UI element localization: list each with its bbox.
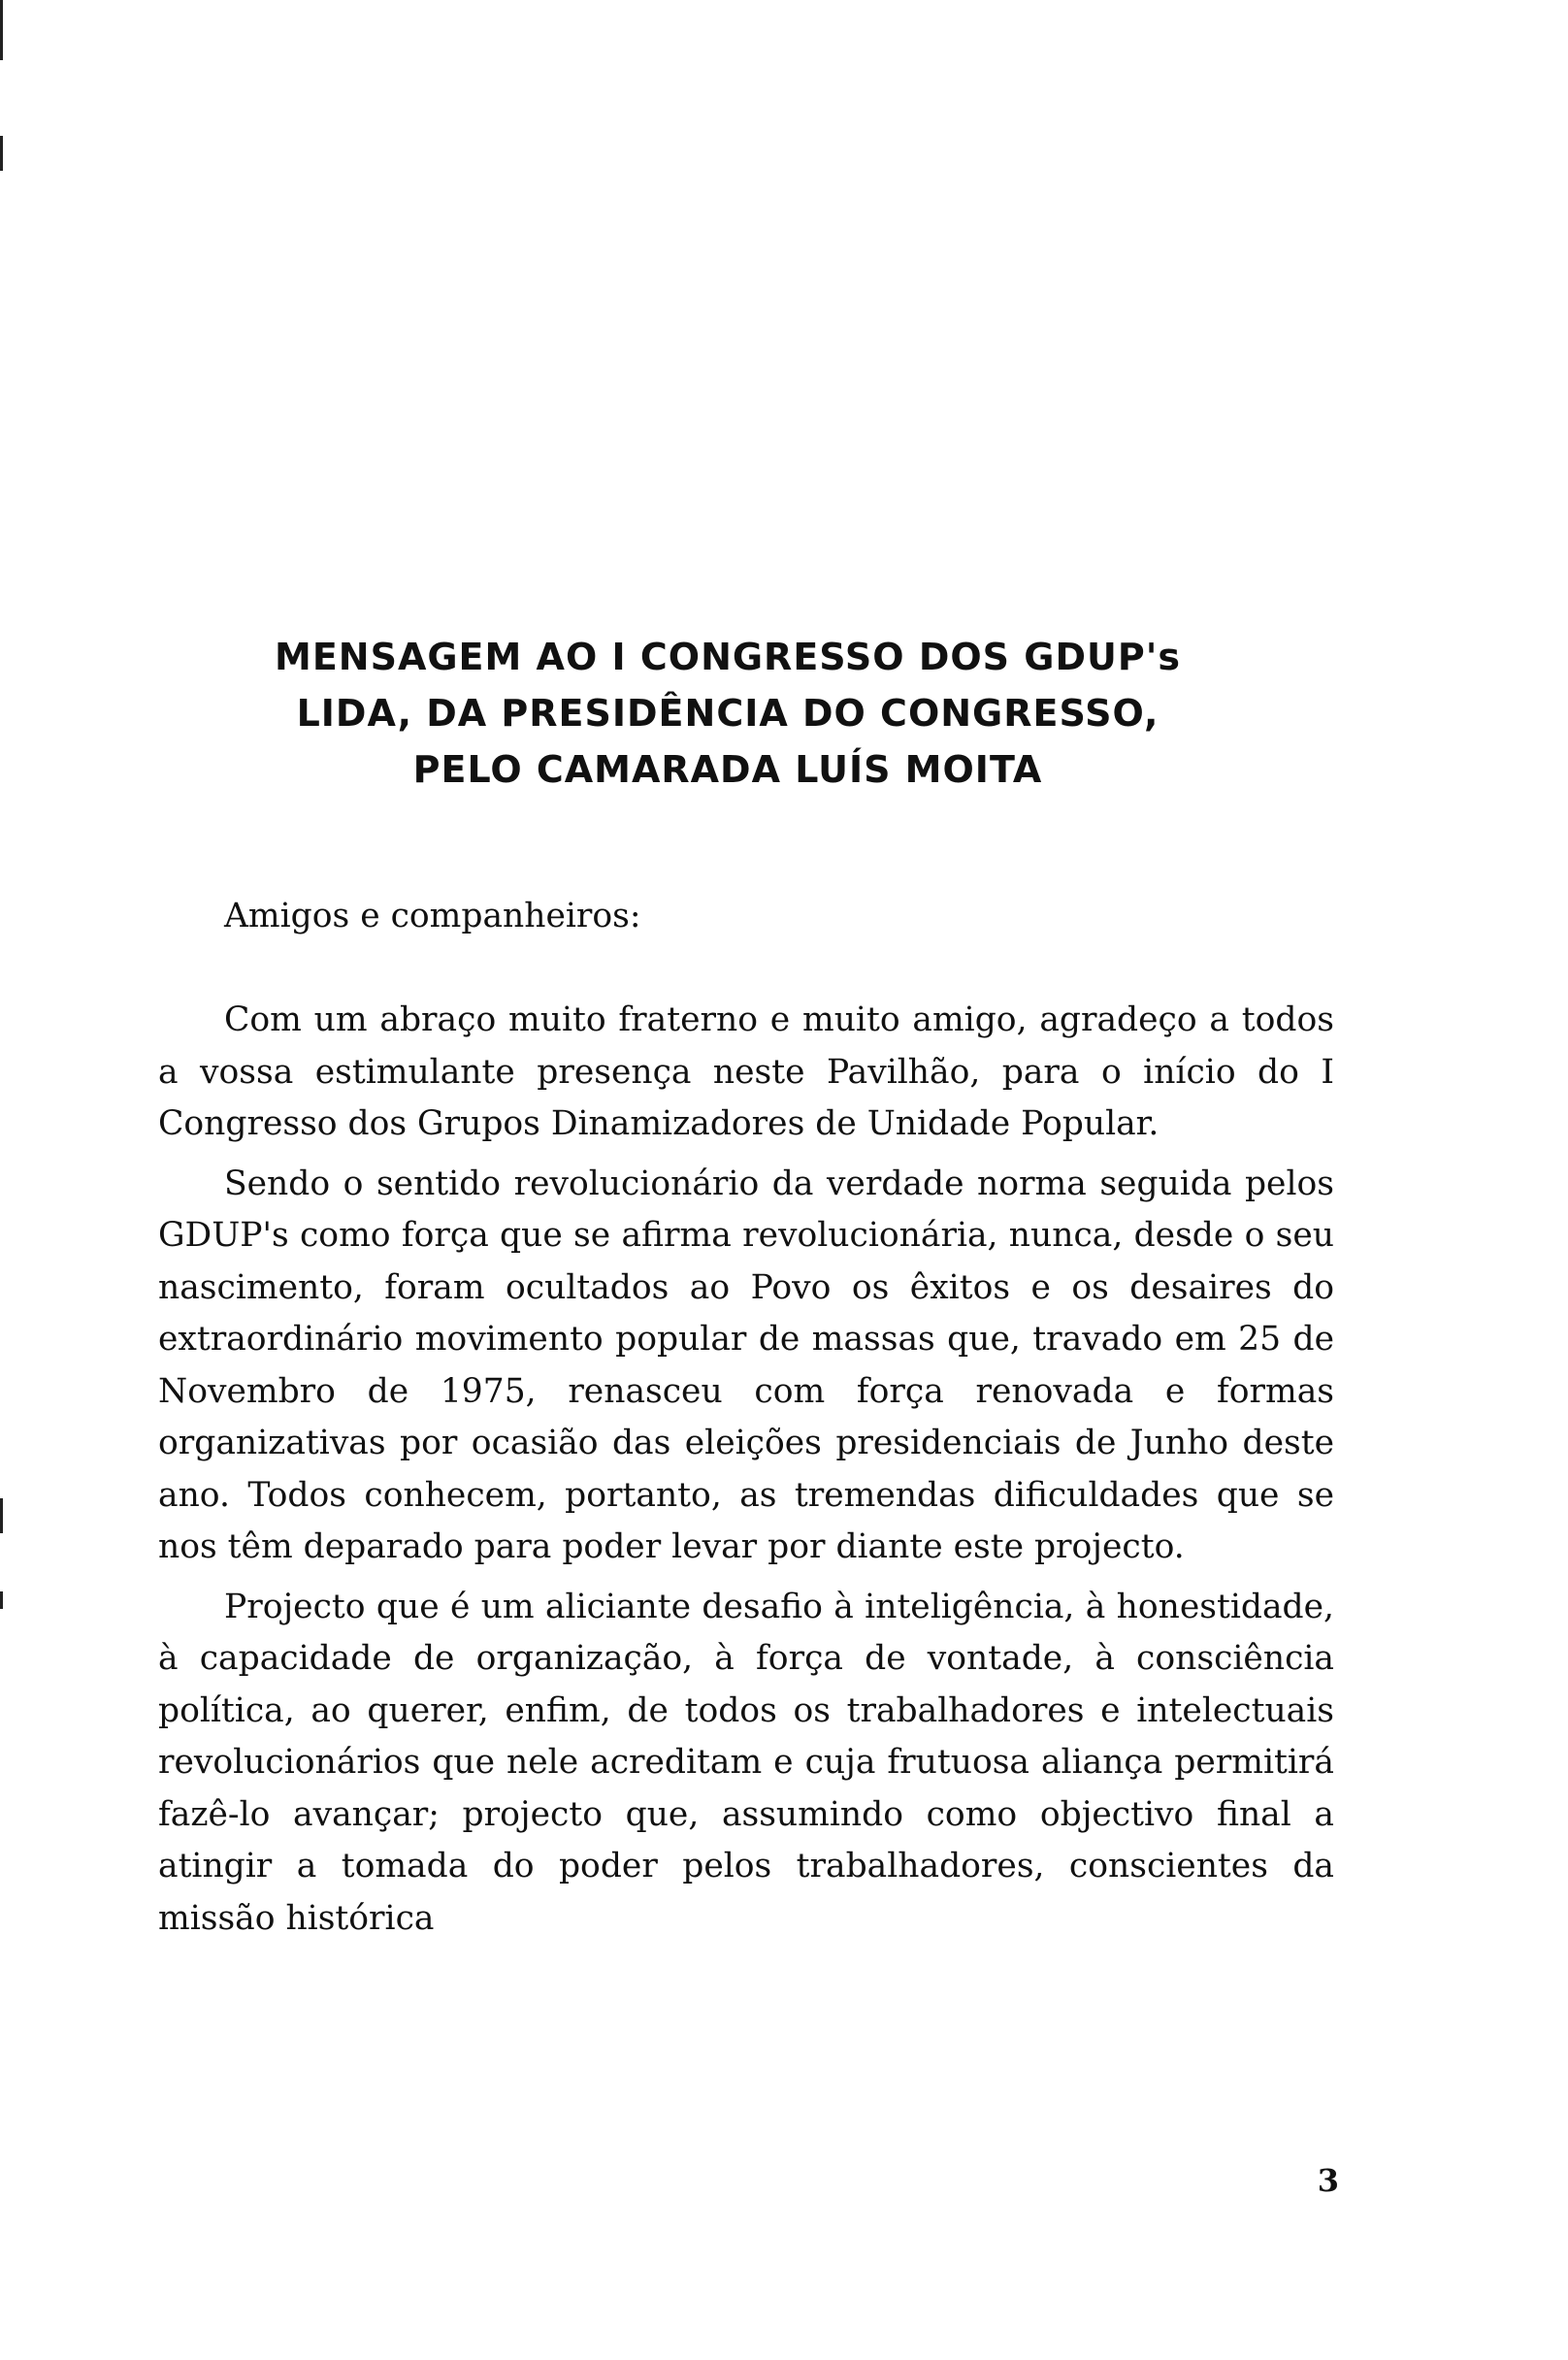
document-title	[155, 629, 1300, 798]
paragraph: Sendo o sentido revolucionário da verdade norma seguida pelos GDUP's como força que se afirma revolucionária, nunca, desde o seu nascimento, foram ocultados ao Povo os êxitos e os desaires do extraordinário movimento popular de massas que, travado em 25 de Novembro de 1975, renasceu com força renovada e formas organizativas por ocasião das eleições presidenciais de Junho deste ano. Todos conhecem, portanto, as tremendas dificuldades que se nos têm deparado para poder levar por diante este projecto.	[158, 1164, 1334, 1566]
salutation: Amigos e companheiros:	[224, 897, 641, 935]
paragraph: Projecto que é um aliciante desafio à inteligência, à honestidade, à capacidade de organização, à força de vontade, à consciência política, ao querer, enfim, de todos os trabalhadores e intelectuais revolucionários que nele acreditam e cuja frutuosa aliança permitirá fazê-lo avançar; projecto que, assumindo como objectivo final a atingir a tomada do poder pelos trabalhadores, conscientes da missão histórica	[158, 1587, 1334, 1938]
paragraph: Com um abraço muito fraterno e muito amigo, agradeço a todos a vossa estimulante presença neste Pavilhão, para o início do I Congresso dos Grupos Dinamizadores de Unidade Popular.	[158, 1000, 1334, 1143]
document-body	[158, 891, 1334, 1952]
page-number: 3	[1317, 2162, 1339, 2199]
scan-edge-mark	[0, 1498, 3, 1533]
title-line: PELO CAMARADA LUÍS MOITA	[412, 748, 1043, 791]
title-line: MENSAGEM AO I CONGRESSO DOS GDUP's	[275, 636, 1181, 678]
scan-edge-mark	[0, 1591, 3, 1609]
scan-edge-mark	[0, 136, 3, 171]
title-line: LIDA, DA PRESIDÊNCIA DO CONGRESSO,	[296, 692, 1160, 735]
scan-edge-mark	[0, 0, 3, 60]
